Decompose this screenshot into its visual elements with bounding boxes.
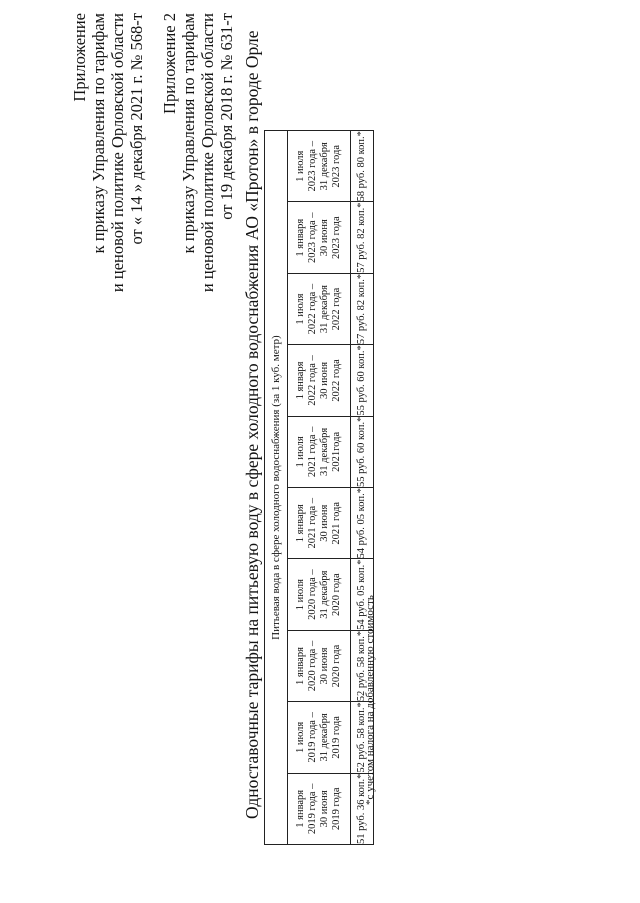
tariff-value-cell: 55 руб. 60 коп.* (351, 416, 374, 487)
period-line: 30 июня (319, 504, 330, 542)
period-cell (288, 630, 351, 701)
period-line: 2023 года (331, 216, 342, 259)
period-line: 2019 года (331, 716, 342, 759)
period-line: 31 декабря (319, 570, 330, 619)
tariff-value-cell: 51 руб. 36 коп.* (351, 773, 374, 844)
period-line: 2020 года (331, 573, 342, 616)
period-line: 2023 года – (307, 212, 318, 263)
tariff-value-cell: 52 руб. 58 коп.* (351, 630, 374, 701)
tariff-value-cell: 54 руб. 05 коп.* (351, 559, 374, 630)
period-line: 31 декабря (319, 427, 330, 476)
period-line: 2023 года (331, 144, 342, 188)
period-cell (288, 273, 351, 344)
period-line: 30 июня (319, 790, 330, 828)
period-line: 2019 года – (307, 712, 318, 763)
appendix-2-line: от 19 декабря 2018 г. № 631-т (217, 13, 236, 220)
period-line: 30 июня (319, 219, 330, 257)
period-line: 1 июля (295, 436, 306, 468)
tariff-value-cell: 54 руб. 05 коп.* (351, 488, 374, 559)
period-line: 2022 года – (307, 283, 318, 335)
document-title: Одноставочные тарифы на питьевую воду в сфере холодного водоснабжения АО «Протон» в городе Орле (242, 30, 262, 819)
period-cell (288, 416, 351, 487)
period-line: 2021 года – (307, 426, 318, 478)
period-line: 1 июля (295, 579, 306, 611)
period-cell (288, 702, 351, 773)
period-cell (288, 559, 351, 630)
period-line: 1 января (295, 789, 306, 828)
period-line: 2019 года (331, 787, 342, 831)
period-line: 1 января (295, 218, 306, 257)
footnote: *с учетом налога на добавленную стоимость (364, 595, 376, 805)
period-line: 2023 года – (307, 141, 318, 192)
period-line: 1 января (295, 504, 306, 543)
period-line: 1 января (295, 647, 306, 685)
period-line: 2021 года (331, 501, 342, 545)
period-line: 1 июля (295, 150, 306, 182)
tariff-value-cell: 57 руб. 82 коп.* (351, 273, 374, 344)
appendix-1-line: от « 14 » декабря 2021 г. № 568-т (127, 13, 146, 245)
period-line: 30 июня (319, 647, 330, 685)
tariff-value-cell: 52 руб. 58 коп.* (351, 702, 374, 773)
period-line: 1 июля (295, 721, 306, 753)
period-cell (288, 202, 351, 273)
period-line: 2020 года – (307, 569, 318, 620)
period-line: 2022 года (331, 359, 342, 402)
appendix-2-line: к приказу Управления по тарифам (179, 13, 198, 254)
appendix-2-line: Приложение 2 (160, 13, 179, 114)
period-cell (288, 773, 351, 844)
period-cell (288, 131, 351, 202)
appendix-2-block (160, 13, 236, 292)
period-line: 2020 года – (307, 640, 318, 692)
period-line: 2020 года (331, 644, 342, 688)
period-line: 2021 года – (307, 498, 318, 549)
appendix-1-line: и ценовой политике Орловской области (108, 13, 127, 293)
period-line: 31 декабря (319, 285, 330, 334)
tariff-value-cell: 57 руб. 82 коп.* (351, 202, 374, 273)
period-line: 1 июля (295, 293, 306, 325)
table-period-row (288, 131, 351, 845)
period-cell (288, 345, 351, 416)
tariff-value-cell: 55 руб. 60 коп.* (351, 345, 374, 416)
appendix-1-block (70, 13, 146, 292)
appendix-1-line: Приложение (70, 13, 89, 102)
period-line: 2021года (331, 431, 342, 472)
period-line: 31 декабря (319, 142, 330, 191)
period-cell (288, 488, 351, 559)
period-line: 30 июня (319, 361, 330, 399)
tariff-table (264, 130, 374, 845)
appendix-2-line: и ценовой политике Орловской области (198, 13, 217, 293)
table-header: Питьевая вода в сфере холодного водоснабжения (за 1 куб. метр) (265, 131, 288, 845)
appendix-1-line: к приказу Управления по тарифам (89, 13, 108, 254)
period-line: 2022 года (331, 287, 342, 331)
period-line: 31 декабря (319, 713, 330, 762)
period-line: 2019 года – (307, 783, 318, 835)
period-line: 2022 года – (307, 355, 318, 406)
tariff-value-cell: 58 руб. 80 коп.* (351, 131, 374, 202)
period-line: 1 января (295, 361, 306, 400)
